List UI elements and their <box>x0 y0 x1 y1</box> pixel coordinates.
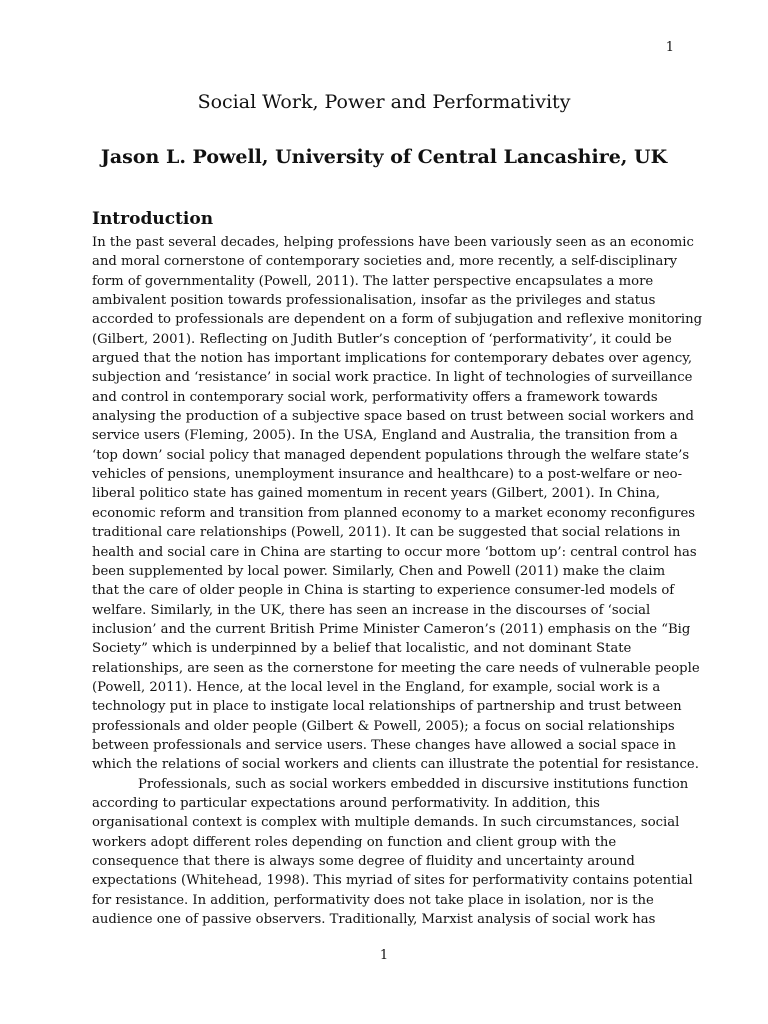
text-line: accorded to professionals are dependent on a form of subjugation and reflexive monitoring <box>92 312 703 328</box>
text-line: expectations (Whitehead, 1998). This myriad of sites for performativity contains potential <box>92 873 693 889</box>
text-line: health and social care in China are starting to occur more ‘bottom up’: central control has <box>92 544 697 560</box>
text-line: been supplemented by local power. Similarly, Chen and Powell (2011) make the claim <box>92 563 666 579</box>
text-line: audience one of passive observers. Traditionally, Marxist analysis of social work has <box>92 912 656 928</box>
text-line: vehicles of pensions, unemployment insurance and healthcare) to a post-welfare or neo- <box>92 467 683 483</box>
text-line: and moral cornerstone of contemporary societies and, more recently, a self-disciplinary <box>92 254 678 270</box>
text-line: ambivalent position towards professionalisation, insofar as the privileges and status <box>92 293 656 309</box>
text-line-paragraph-start: Professionals, such as social workers embedded in discursive institutions function <box>138 776 689 792</box>
text-line: and control in contemporary social work, performativity offers a framework towards <box>92 389 658 405</box>
text-line: (Gilbert, 2001). Reflecting on Judith Butler’s conception of ‘performativity’, it could be <box>92 331 672 347</box>
text-line: consequence that there is always some degree of fluidity and uncertainty around <box>92 854 635 869</box>
text-line: between professionals and service users. These changes have allowed a social space in <box>92 737 677 753</box>
text-line: (Powell, 2011). Hence, at the local level in the England, for example, social work is a <box>92 679 661 695</box>
author-line: Jason L. Powell, University of Central Lancashire, UK <box>100 146 668 168</box>
footer-page-number: 1 <box>379 948 389 963</box>
text-line: analysing the production of a subjective space based on trust between social workers and <box>92 409 694 425</box>
text-line: technology put in place to instigate local relationships of partnership and trust between <box>92 699 682 715</box>
text-line: professionals and older people (Gilbert & Powell, 2005); a focus on social relationships <box>92 718 675 734</box>
text-line: which the relations of social workers and clients can illustrate the potential for resistance. <box>92 757 699 773</box>
header-page-number: 1 <box>665 40 674 55</box>
text-line: traditional care relationships (Powell, 2011). It can be suggested that social relations in <box>92 525 681 541</box>
text-line: ‘top down’ social policy that managed dependent populations through the welfare state’s <box>92 447 690 463</box>
text-line: argued that the notion has important implications for contemporary debates over agency, <box>92 351 693 367</box>
text-line: inclusion’ and the current British Prime Minister Cameron’s (2011) emphasis on the “Big <box>92 621 691 637</box>
paper-title: Social Work, Power and Performativity <box>197 91 571 113</box>
body-text <box>92 233 703 929</box>
text-line: In the past several decades, helping professions have been variously seen as an economic <box>92 235 694 250</box>
section-heading-introduction: Introduction <box>92 209 214 229</box>
text-line: service users (Fleming, 2005). In the USA, England and Australia, the transition from a <box>92 428 678 444</box>
text-line: liberal politico state has gained momentum in recent years (Gilbert, 2001). In China, <box>92 486 661 502</box>
text-line: economic reform and transition from planned economy to a market economy reconfigures <box>92 505 696 521</box>
text-line: for resistance. In addition, performativity does not take place in isolation, nor is the <box>92 892 654 908</box>
text-line: workers adopt different roles depending on function and client group with the <box>92 834 617 850</box>
text-line: form of governmentality (Powell, 2011). The latter perspective encapsulates a more <box>92 273 654 289</box>
text-line: relationships, are seen as the cornerstone for meeting the care needs of vulnerable people <box>92 660 700 676</box>
text-line: subjection and ‘resistance’ in social work practice. In light of technologies of surveillance <box>92 370 693 386</box>
text-line: Society” which is underpinned by a belief that localistic, and not dominant State <box>92 641 632 657</box>
text-line: according to particular expectations around performativity. In addition, this <box>92 795 600 811</box>
text-line: welfare. Similarly, in the UK, there has seen an increase in the discourses of ‘social <box>92 602 651 618</box>
text-line: that the care of older people in China is starting to experience consumer-led models of <box>92 583 675 599</box>
text-line: organisational context is complex with multiple demands. In such circumstances, social <box>92 815 680 831</box>
